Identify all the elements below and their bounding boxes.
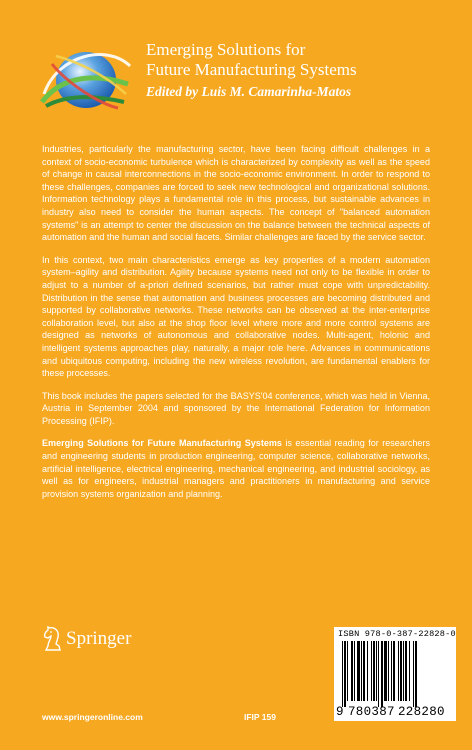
barcode-bar — [357, 641, 360, 701]
editor-credit: Edited by Luis M. Camarinha-Matos — [146, 84, 352, 99]
barcode-bar — [351, 641, 353, 701]
barcode-bar — [381, 641, 383, 707]
barcode-bar — [391, 641, 392, 701]
blurb-paragraph-rest: is essential reading for researchers and engineering students in production engineering, computer science, collaborative networks, artificial intelligence, electrical engineering, mechanical engineering, and industrial sociology, as well as for engineers, industrial managers and practitioners in manufacturing and service provision systems organization and planning. — [42, 438, 430, 499]
barcode-bar — [409, 641, 410, 701]
blurb-paragraph: This book includes the papers selected for the BASYS'04 conference, which was held in Vienna, Austria in September 2004 and sponsored by the International Federation for Information Processing (IFIP). — [42, 390, 430, 426]
springer-chess-knight-icon — [42, 626, 64, 652]
blurb-paragraph: Industries, particularly the manufacturing sector, have been facing difficult challenges in a context of socio-economic turbulence which is characterized by complexity as well as the speed of change in causal interconnections in the socio-economic environment. In order to respond to these challenges, companies are forced to seek new technological and organizational solutions. Information technology plays a fundamental role in this process, but sustainable advances in industry also need to consider the human aspects. The concept of "balanced automation systems" is an attempt to center the discussion on the balance between the technical aspects of automation and the human and social facets. Similar challenges are faced by the service sector. — [42, 144, 430, 243]
barcode-group-1: 780387 — [348, 705, 395, 719]
barcode-bar — [363, 641, 365, 701]
publisher-name: Springer — [66, 628, 132, 649]
barcode-bar — [384, 641, 387, 701]
barcode-bar — [361, 641, 362, 701]
barcode-bar — [371, 641, 372, 701]
title-line-1: Emerging Solutions for — [146, 40, 306, 59]
barcode-bar — [393, 641, 395, 701]
barcode-bar — [388, 641, 389, 701]
barcode-bar — [344, 641, 346, 707]
barcode-bar — [367, 641, 368, 701]
book-title-inline: Emerging Solutions for Future Manufacturing Systems — [42, 438, 282, 449]
barcode-bar — [347, 641, 348, 701]
barcode-bar — [413, 641, 414, 707]
book-title — [146, 40, 446, 102]
barcode-bar — [373, 641, 375, 701]
series-number: IFIP 159 — [244, 712, 276, 722]
isbn-number: ISBN 978-0-387-22828-0 — [338, 629, 456, 639]
barcode-bar — [400, 641, 402, 701]
barcode-bar — [354, 641, 355, 701]
blurb-paragraph — [42, 437, 430, 500]
barcode-bar — [398, 641, 399, 701]
publisher-url: www.springeronline.com — [42, 712, 143, 722]
barcode-bar — [376, 641, 377, 701]
barcode-label — [334, 627, 456, 721]
swirl-sphere-logo — [38, 44, 134, 116]
blurb — [42, 143, 430, 510]
barcode-bar — [378, 641, 379, 707]
barcode-bar — [342, 641, 343, 707]
blurb-paragraph: In this context, two main characteristics emerge as key properties of a modern automation system–agility and distribution. Agility because systems need not only to be flexible in order to adjust to a number of a-priori defined scenarios, but rather must cope with unpredictability. Distribution in the sense that automation and business processes are becoming distributed and supported by collaborative networks. These networks can be observed at the inter-enterprise collaboration level, but also at the shop floor level where more and more control systems are designed as networks of autonomous and collaborative nodes. Multi-agent, holonic and intelligent systems approaches play, naturally, a major role here. Advances in communications and ubiquitous computing, including the new wireless revolution, are fundamental enablers for these processes. — [42, 254, 430, 379]
title-line-2: Future Manufacturing Systems — [146, 60, 357, 79]
barcode-group-2: 228280 — [398, 705, 445, 719]
barcode-bar — [405, 641, 407, 701]
barcode-lead-digit: 9 — [336, 705, 344, 719]
barcode-bar — [415, 641, 417, 707]
barcode — [340, 641, 450, 707]
barcode-bar — [403, 641, 404, 701]
